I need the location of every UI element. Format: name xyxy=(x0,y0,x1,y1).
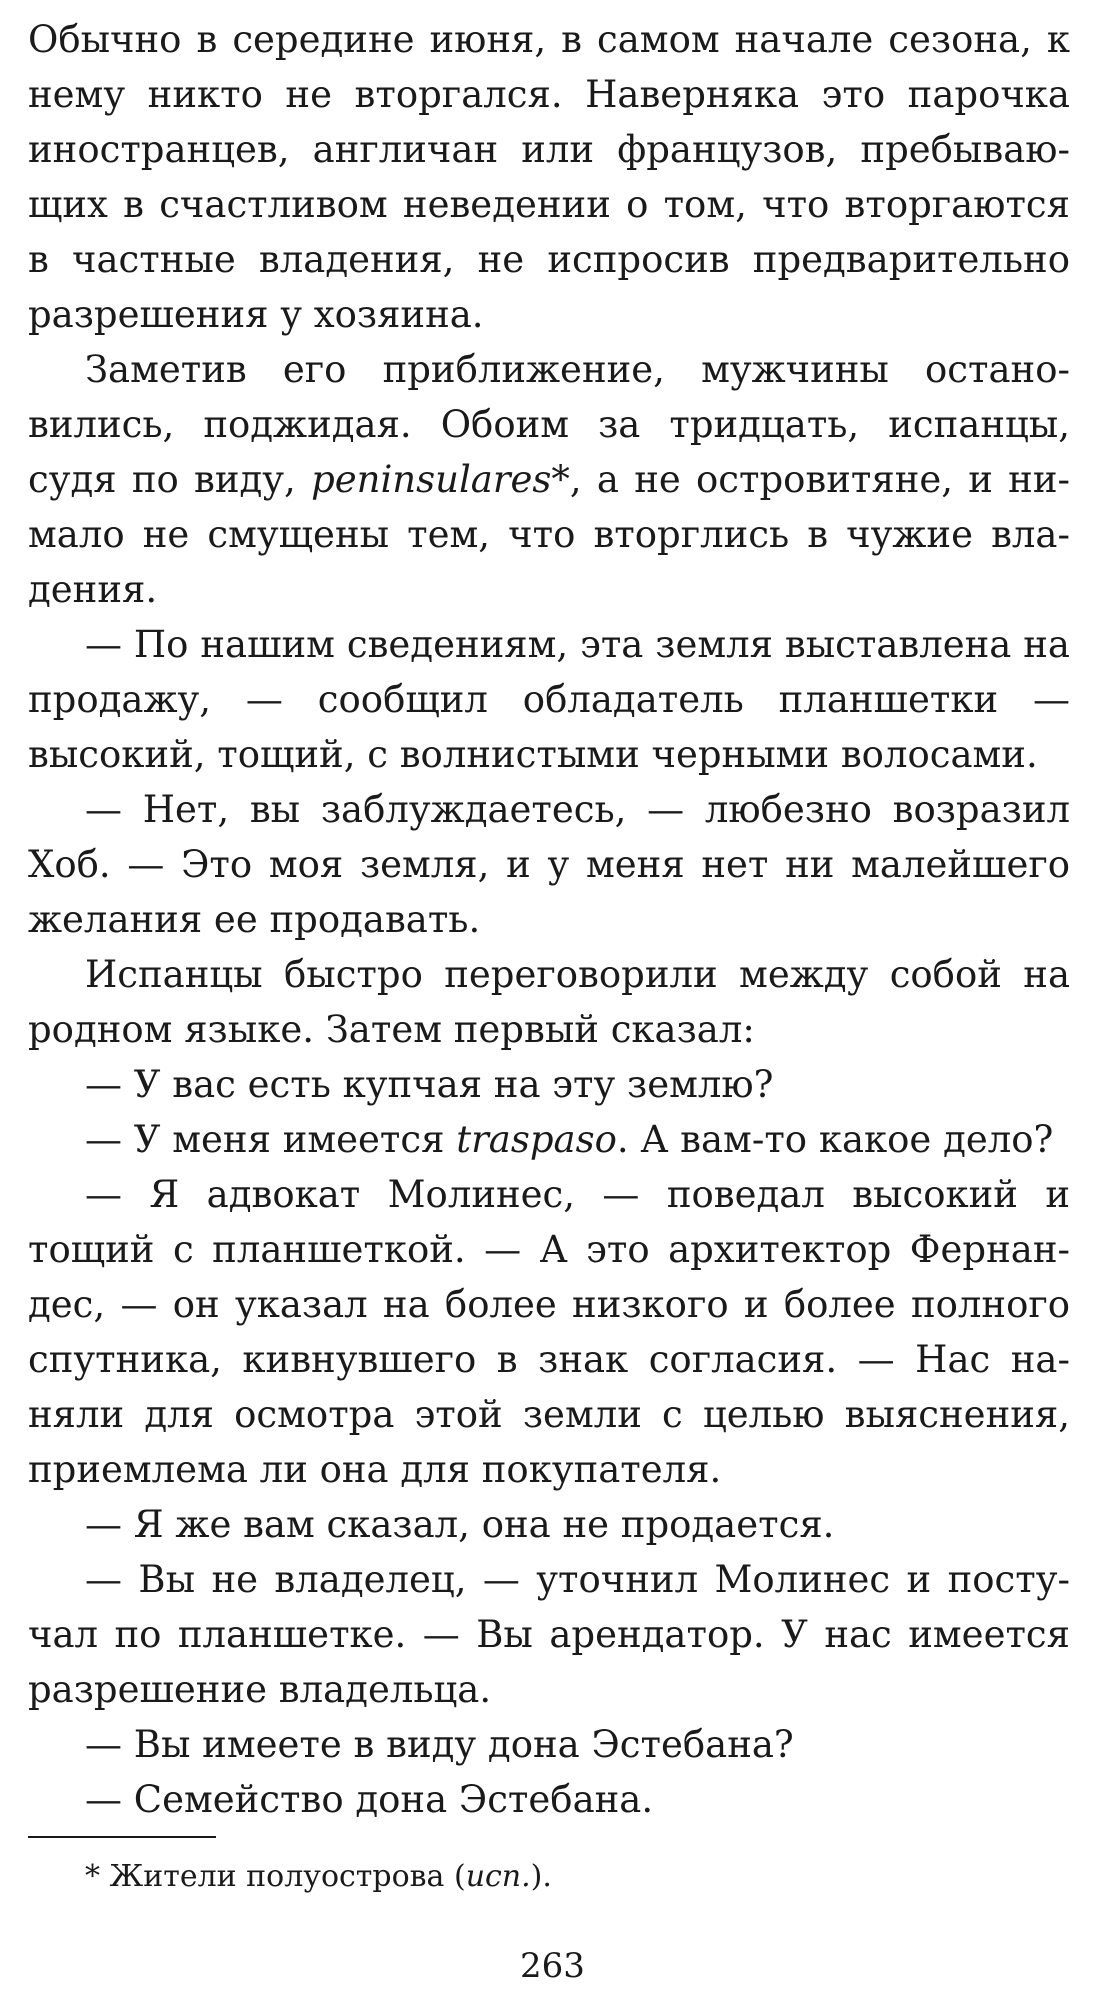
paragraph-text: — У меня имеется xyxy=(85,1118,457,1161)
paragraph-text: — Нет, вы заблуждаетесь, — любезно возразил Хоб. — Это моя земля, и у меня нет ни малейшего желания ее продавать. xyxy=(28,788,1070,941)
paragraph-text: Заметив его приближение, мужчины остановились, поджидая. Обоим за тридцать, испанцы, судя по виду, xyxy=(28,348,1070,501)
paragraph-text: — Я же вам сказал, она не продается. xyxy=(85,1503,835,1546)
paragraph-text: — У вас есть купчая на эту землю? xyxy=(85,1063,774,1106)
paragraph-text: — Я адвокат Молинес, — поведал высокий и тощий с планшеткой. — А это архитектор Фернандес, — он указал на более низкого и более полного спутника, кивнувшего в знак согласия. — Нас наняли для осмотра этой земли с целью выяснения, приемлема ли она для покупателя. xyxy=(28,1173,1070,1491)
paragraph xyxy=(28,1772,1070,1827)
paragraph-text: — Семейство дона Эстебана. xyxy=(85,1778,654,1821)
paragraph xyxy=(28,1112,1070,1167)
italic-term: peninsulares xyxy=(311,458,552,501)
paragraph-text: . А вам-то какое дело? xyxy=(616,1118,1054,1161)
paragraph xyxy=(28,1057,1070,1112)
paragraph-text: *, а не островитяне, и нимало не смущены тем, что вторглись в чужие владения. xyxy=(28,458,1071,611)
paragraph xyxy=(28,1717,1070,1772)
italic-term: traspaso xyxy=(456,1118,617,1161)
paragraph xyxy=(28,1552,1070,1717)
paragraph xyxy=(28,782,1070,947)
paragraph xyxy=(28,1497,1070,1552)
paragraph xyxy=(28,1167,1070,1497)
paragraph xyxy=(28,617,1070,782)
paragraph xyxy=(28,947,1070,1057)
footnote-text-after: ). xyxy=(530,1859,552,1894)
paragraph xyxy=(28,12,1070,342)
paragraph xyxy=(28,342,1070,617)
paragraph-text: — По нашим сведениям, эта земля выставлена на продажу, — сообщил обладатель планшетки — высокий, тощий, с волнистыми черными волосами. xyxy=(28,623,1070,776)
footnote-abbreviation: исп. xyxy=(465,1859,531,1894)
paragraph-text: Обычно в середине июня, в самом начале сезона, к нему никто не вторгался. Наверняка это парочка иностранцев, англичан или французов, пребывающих в счастливом неведении о том, что вторгаются в частные владения, не испросив предварительно разрешения у хозяина. xyxy=(28,18,1070,336)
page xyxy=(28,12,1070,1827)
page-number: 263 xyxy=(520,1946,585,1986)
body-text xyxy=(28,12,1070,1827)
paragraph-text: — Вы не владелец, — уточнил Молинес и постучал по планшетке. — Вы арендатор. У нас имеется разрешение владельца. xyxy=(28,1558,1070,1711)
footnote-divider xyxy=(28,1836,216,1838)
paragraph-text: Испанцы быстро переговорили между собой на родном языке. Затем первый сказал: xyxy=(28,953,1070,1051)
footnote xyxy=(85,1856,552,1898)
footnote-text-before: * Жители полуострова ( xyxy=(85,1859,466,1894)
paragraph-text: — Вы имеете в виду дона Эстебана? xyxy=(85,1723,794,1766)
